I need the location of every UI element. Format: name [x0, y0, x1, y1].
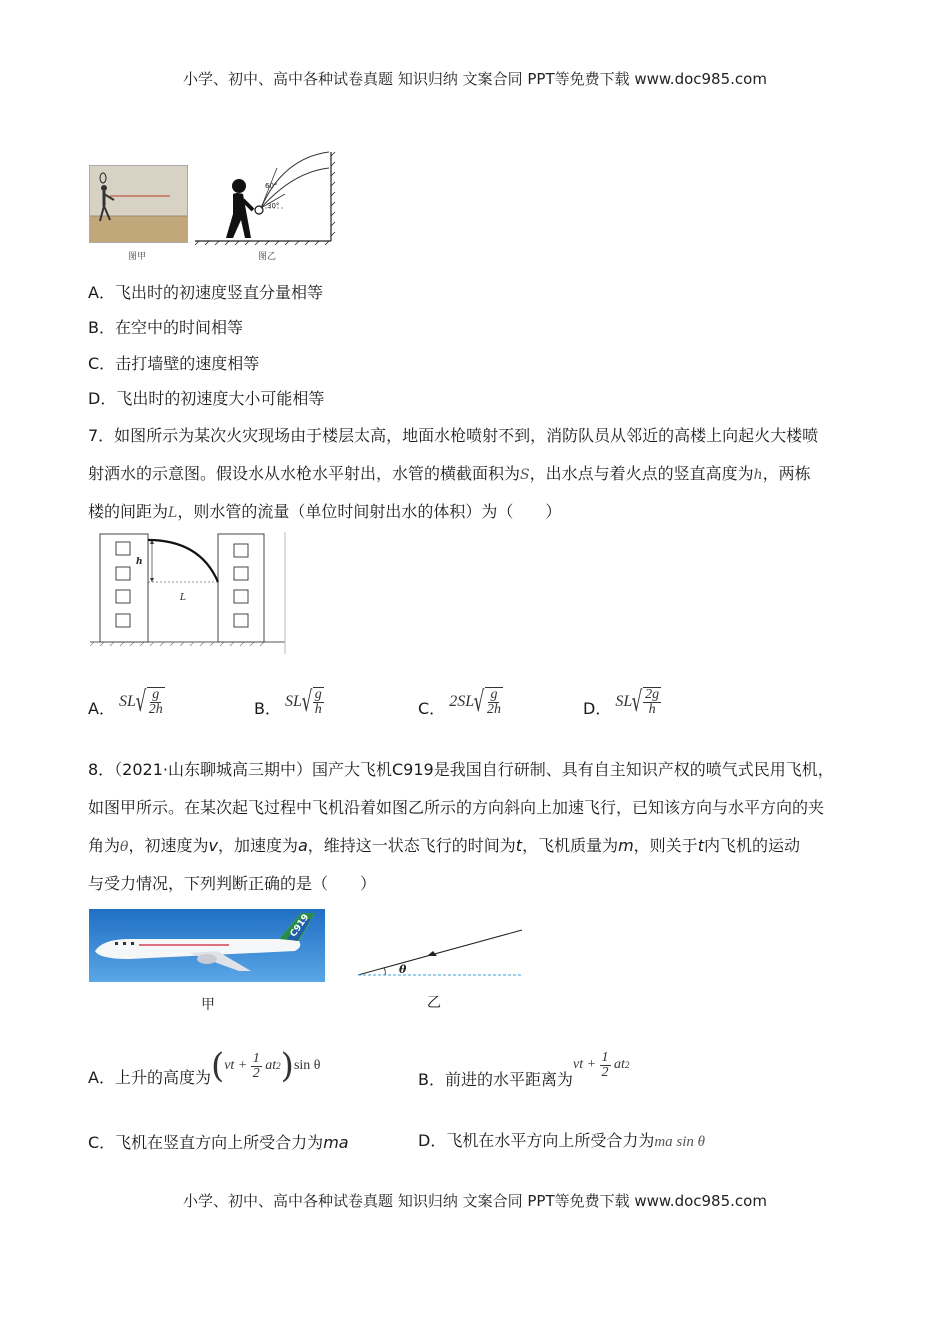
c919-photo	[89, 909, 325, 982]
q6-option-b[interactable]	[88, 318, 243, 338]
q8-figure-jia-caption: 甲	[201, 997, 215, 1013]
q8-option-d[interactable]	[418, 1131, 705, 1152]
q8-option-a-label: A．上升的高度为	[88, 1068, 211, 1087]
q6-option-a-letter: A．	[88, 283, 115, 302]
q8-option-d-value: ma sin θ	[654, 1134, 706, 1150]
q6-option-a[interactable]	[88, 283, 323, 303]
q6-option-b-letter: B．	[88, 318, 115, 337]
q6-option-c[interactable]	[88, 354, 259, 374]
q7-option-b[interactable]	[254, 675, 324, 721]
q6-option-c-text: 击打墙壁的速度相等	[115, 354, 260, 373]
distance-label: L	[180, 593, 186, 603]
q8-option-d-label: D．飞机在水平方向上所受合力为	[418, 1131, 655, 1150]
var-l: L	[168, 505, 178, 521]
theta-label: θ	[399, 963, 407, 976]
q7-stem-line1: 7．如图所示为某次火灾现场由于楼层太高，地面水枪喷射不到，消防队员从邻近的高楼上向起火大楼喷	[88, 426, 819, 445]
flight-direction-diagram	[355, 925, 525, 980]
var-theta: θ	[120, 839, 129, 855]
var-v: v	[208, 836, 218, 855]
q7-option-c[interactable]	[418, 675, 503, 721]
q8-stem-line3: 角为θ，初速度为v，加速度为a，维持这一状态飞行的时间为t，飞机质量为m，则关于t内飞机的运动	[88, 836, 800, 855]
fire-building-diagram	[90, 532, 290, 657]
page-header: 小学、初中、高中各种试卷真题 知识归纳 文案合同 PPT等免费下载 www.doc985.com	[183, 70, 767, 88]
q7-option-d-formula: SL √ $\frac{2g}{h}$	[615, 685, 660, 718]
q7-option-d[interactable]	[583, 675, 661, 721]
q8-option-b[interactable]	[418, 1044, 629, 1092]
q8-stem-line2: 如图甲所示。在某次起飞过程中飞机沿着如图乙所示的方向斜向上加速飞行，已知该方向与水平方向的夹	[88, 798, 825, 817]
var-s: S	[520, 467, 530, 483]
figure-yi-caption: 图乙	[258, 252, 277, 262]
height-label: h	[136, 557, 143, 567]
plane-tail-text: C919	[288, 912, 312, 940]
var-a: a	[297, 836, 308, 855]
q8-option-a[interactable]	[88, 1040, 320, 1092]
q7-stem-line3: 楼的间距为L，则水管的流量（单位时间射出水的体积）为（ ）	[88, 502, 562, 521]
angle-30-label: 30°	[267, 202, 280, 210]
var-h: h	[753, 467, 763, 483]
q6-option-c-letter: C．	[88, 354, 116, 373]
q8-stem-line1: 8．（2021·山东聊城高三期中）国产大飞机C919是我国自行研制、具有自主知识产权的喷气式民用飞机，	[88, 760, 834, 779]
squash-photo-image	[90, 166, 187, 242]
q8-stem-line4: 与受力情况，下列判断正确的是（ ）	[88, 874, 377, 893]
q6-option-d[interactable]	[88, 389, 324, 409]
q6-option-d-text: 飞出时的初速度大小可能相等	[116, 389, 325, 408]
q8-option-c-value: ma	[323, 1133, 349, 1152]
var-m: m	[618, 836, 634, 855]
q8-option-c-label: C．飞机在竖直方向上所受合力为	[88, 1133, 324, 1152]
q8-option-b-formula: vt + $\frac{1}{2}$ at 2	[572, 1049, 630, 1080]
q7-option-c-formula: 2SL √ $\frac{g}{2h}$	[449, 685, 501, 718]
q6-option-d-letter: D．	[88, 389, 117, 408]
page-footer: 小学、初中、高中各种试卷真题 知识归纳 文案合同 PPT等免费下载 www.doc985.com	[183, 1192, 767, 1210]
q8-figure-yi-caption: 乙	[427, 995, 441, 1011]
squash-photo	[89, 165, 188, 243]
q6-option-b-text: 在空中的时间相等	[114, 318, 243, 337]
q7-option-a-formula: SL √ $\frac{g}{2h}$	[118, 685, 163, 718]
q6-option-a-text: 飞出时的初速度竖直分量相等	[114, 283, 323, 302]
q7-option-a-letter: A．	[88, 699, 115, 718]
q7-option-a[interactable]	[88, 675, 165, 721]
q7-option-c-letter: C．	[418, 699, 446, 718]
angle-60-label: 60°	[265, 182, 278, 190]
q7-option-b-letter: B．	[254, 699, 281, 718]
squash-diagram	[193, 150, 363, 245]
q7-stem-line2: 射洒水的示意图。假设水从水枪水平射出，水管的横截面积为S，出水点与着火点的竖直高度为h，两栋	[88, 464, 811, 483]
q8-option-c[interactable]	[88, 1133, 349, 1153]
var-t: t	[515, 836, 523, 855]
q8-option-a-formula: ( vt + $\frac{1}{2}$ at 2 ) sin θ	[210, 1046, 321, 1086]
q8-option-b-label: B．前进的水平距离为	[418, 1070, 573, 1089]
figure-jia-caption: 图甲	[128, 252, 147, 262]
q7-option-b-formula: SL √ $\frac{g}{h}$	[284, 685, 322, 718]
q7-option-d-letter: D．	[583, 699, 612, 718]
var-t2: t	[697, 836, 704, 855]
